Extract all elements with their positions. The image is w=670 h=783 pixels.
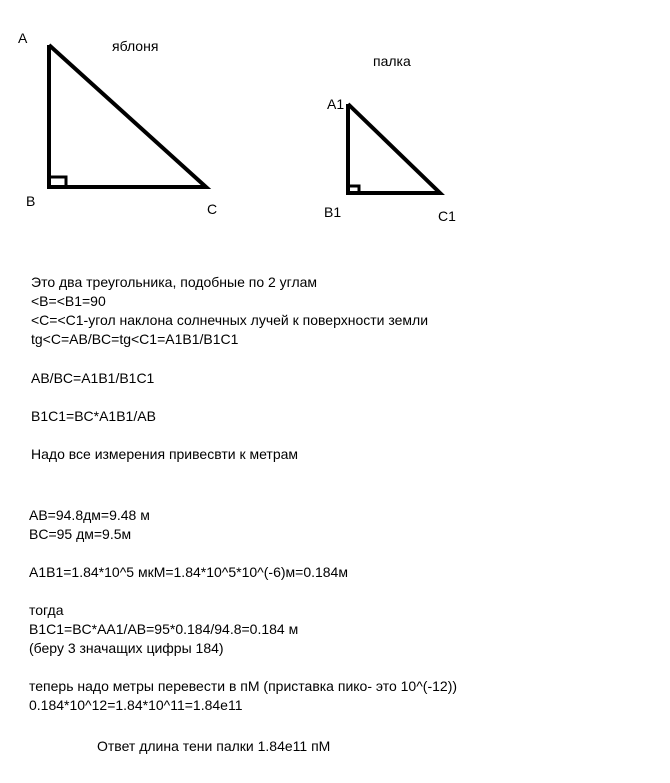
vertex-label-c1: C1 <box>438 208 456 224</box>
text-answer: Ответ длина тени палки 1.84e11 пМ <box>97 738 331 754</box>
text-tangent: tg<C=AB/BC=tg<C1=A1B1/B1C1 <box>31 331 239 347</box>
triangle-a1b1c1-outline <box>348 104 440 193</box>
apple-tree-title: яблоня <box>112 38 159 54</box>
text-b1c1-formula: B1C1=BC*A1B1/AB <box>31 408 156 424</box>
text-ratio: AB/BC=A1B1/B1C1 <box>31 370 155 386</box>
vertex-label-b: B <box>26 193 36 209</box>
triangle-abc-outline <box>49 45 206 187</box>
vertex-label-b1: B1 <box>324 204 342 220</box>
vertex-label-a: A <box>18 30 28 46</box>
text-convert-note: Надо все измерения привесвти к метрам <box>31 446 299 462</box>
triangles-figure <box>0 0 670 240</box>
text-conversion: 0.184*10^12=1.84*10^11=1.84e11 <box>29 697 243 713</box>
text-bc-value: BC=95 дм=9.5м <box>29 526 132 542</box>
text-sig-figs: (беру 3 значащих цифры 184) <box>29 640 224 656</box>
stick-triangle <box>324 53 456 224</box>
text-similarity: Это два треугольника, подобные по 2 углам <box>31 274 318 290</box>
text-angle-c: <C=<C1-угол наклона солнечных лучей к поверхности земли <box>31 312 429 328</box>
text-ab-value: AB=94.8дм=9.48 м <box>29 507 150 523</box>
text-then: тогда <box>29 602 64 618</box>
stick-title: палка <box>373 53 411 69</box>
vertex-label-c: C <box>207 201 218 217</box>
text-pico-note: теперь надо метры перевести в пМ (приставка пико- это 10^(-12)) <box>29 678 458 694</box>
text-angle-b: <B=<B1=90 <box>31 293 106 309</box>
apple-tree-triangle <box>18 30 217 217</box>
text-b1c1-calc: B1C1=BC*AA1/AB=95*0.184/94.8=0.184 м <box>29 621 299 637</box>
text-a1b1-value: A1B1=1.84*10^5 мкМ=1.84*10^5*10^(-6)м=0.184м <box>29 564 348 580</box>
vertex-label-a1: A1 <box>327 96 345 112</box>
